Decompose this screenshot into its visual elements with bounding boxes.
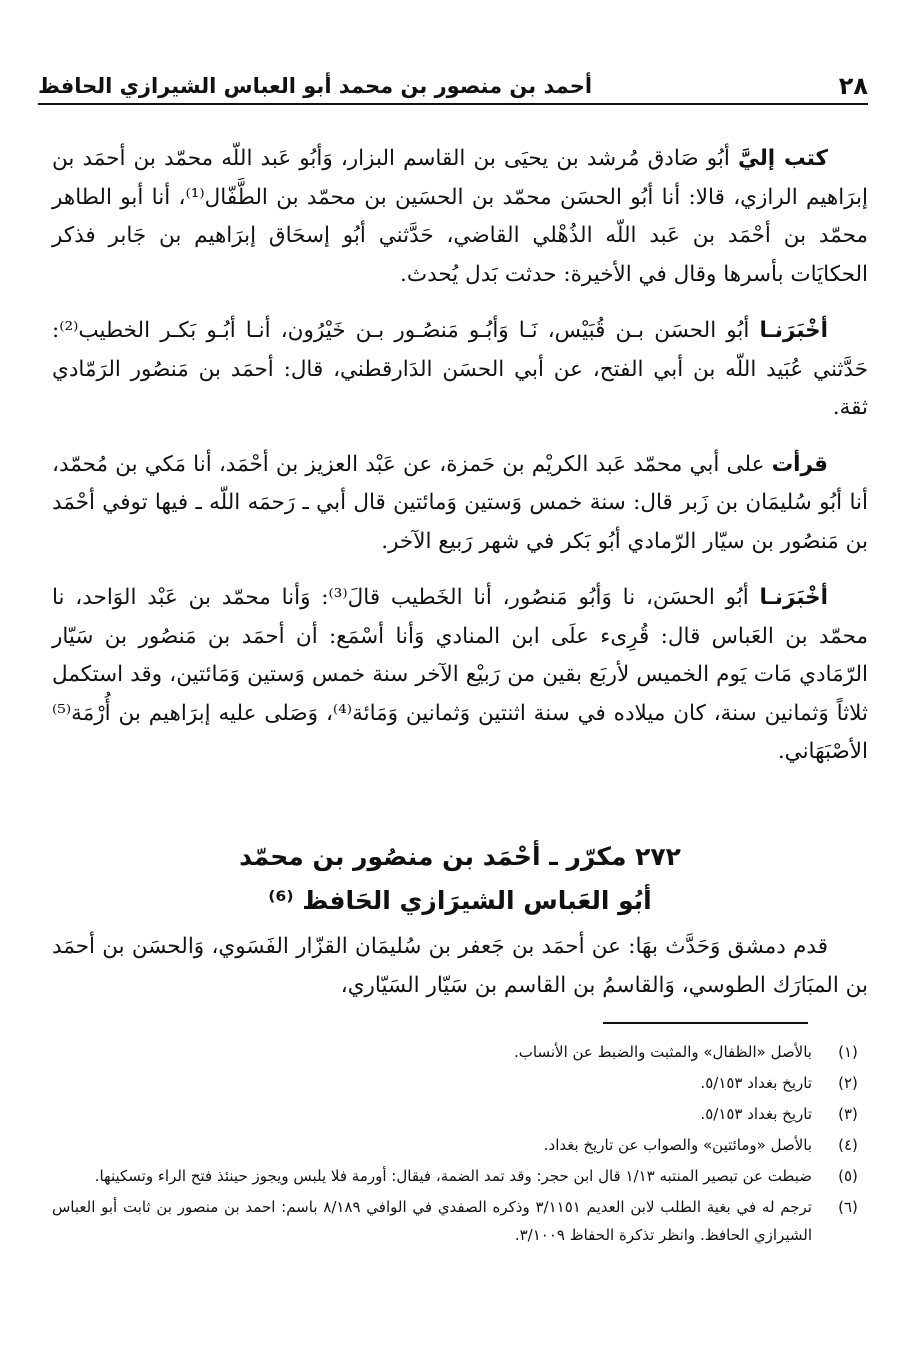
footnote-text: بالأصل «الظفال» والمثبت والضبط عن الأنساب. [514,1043,812,1061]
footnote-text: ترجم له في بغية الطلب لابن العديم ٣/١١٥١ وذكره الصفدي في الوافي ٨/١٨٩ باسم: احمد بن منصور بن ثابت أبو العباس الشيرازي الحافظ. وانظر تذكرة الحفاظ ٣/١٠٠٩. [52,1198,812,1244]
header-rule [38,103,868,105]
section-paragraph: قدم دمشق وَحَدَّث بهَا: عن أحمَد بن جَعفر بن سُليمَان القزّار الفَسَوي، وَالحسَن بن أحمَد بن المبَارَك الطوسي، وَالقاسمُ بن القاسم بن سَيّار السَيّاري، [52,934,868,998]
main-text [52,140,868,790]
paragraph-3 [52,446,868,562]
paragraph-lead: قرأت [771,451,828,477]
paragraph-lead: كتب إليَّ [737,146,828,171]
footnote [52,1038,858,1066]
paragraph-2 [52,312,868,428]
section-heading [52,835,868,923]
footnote-number: (٦) [838,1198,858,1216]
footnote [52,1131,858,1159]
section-heading-line-1: ٢٧٢ مكرّر ـ أحْمَد بن منصُور بن محمّد [239,842,681,871]
paragraph-text: أبُو الحسَن بـن قُبَيْس، نَـا وَأبُـو مَنصُـور بـن خَيْرُون، أنـا أبُـو بَكـر الخطيب⁽²⁾: حَدَّثني عُبَيد اللّه بن أبي الفتح، عن أبي الحسَن الدَارقطني، قال: أحمَد بن مَنصُور الرَمّادي ثقة. [52,318,868,420]
footnote-text: تاريخ بغداد ٥/١٥٣. [700,1074,812,1092]
footnote-text: تاريخ بغداد ٥/١٥٣. [700,1105,812,1123]
footnote-number: (٢) [838,1074,858,1092]
paragraph-lead: أخْبَرَنـا [759,318,828,343]
section-heading-line-2: أبُو العَباس الشيرَازي الحَافظ ⁽⁶⁾ [268,886,652,915]
running-title: أحمد بن منصور بن محمد أبو العباس الشيرازي الحافظ [38,74,593,98]
page-number: ٢٨ [838,72,868,100]
section-text [52,928,868,1023]
page-header [38,66,868,106]
footnote [52,1069,858,1097]
footnotes [52,1038,858,1252]
paragraph-text: أبُو الحسَن، نا وَأبُو مَنصُور، أنا الخَطيب قالَ⁽³⁾: وَأنا محمّد بن عَبْد الوَاحد، نا محمّد بن العَباس قال: قُرِىء علَى ابن المنادي وَأنا أسْمَع: أن أحمَد بن مَنصُور بن سَيّار الرّمَادي مَات يَوم الخميس لأربَع بقين من رَبيْع الآخر سنة خمس وَستين وَمَائتين، وقد استكمل ثلاثاً وَثمانين سنة، كان ميلاده في سنة اثنتين وَثمانين وَمَائة⁽⁴⁾، وَصَلى عليه إبرَاهيم بن أُرْمَة⁽⁵⁾ الأصْبَهَاني. [52,585,868,764]
paragraph-4 [52,579,868,772]
footnote-rule [603,1022,808,1024]
footnote-number: (٤) [838,1136,858,1154]
footnote [52,1162,858,1190]
paragraph-text: أبُو صَادق مُرشد بن يحيَى بن القاسم البزار، وَأبُو عَبد اللّه محمّد بن أحمَد بن إبرَاهيم الرازي، قالا: أنا أبُو الحسَن محمّد بن الحسَين بن محمّد بن الطَّفّال⁽¹⁾، أنا أبو الطاهر محمّد بن أحْمَد بن عَبد اللّه الذُهْلي القاضي، حَدَّثني أبُو إسحَاق إبرَاهيم بن جَابر فذكر الحكايَات بأسرها وقال في الأخيرة: حدثت بَدل يُحدث. [52,146,868,287]
footnote [52,1193,858,1249]
footnote-number: (١) [838,1043,858,1061]
footnote-text: بالأصل «ومائتين» والصواب عن تاريخ بغداد. [543,1136,812,1154]
footnote-number: (٣) [838,1105,858,1123]
footnote [52,1100,858,1128]
footnote-text: ضبطت عن تبصير المنتبه ١/١٣ قال ابن حجر: وقد تمد الضمة، فيقال: أورمة فلا يلبس ويجوز حينئذ فتح الراء وتسكينها. [94,1167,812,1185]
footnote-number: (٥) [838,1167,858,1185]
paragraph-text: على أبي محمّد عَبد الكريْم بن حَمزة، عن عَبْد العزيز بن أحْمَد، أنا مَكي بن مُحمّد، أنا أبُو سُليمَان بن زَبر قال: سنة خمس وَستين وَمائتين قال أبي ـ رَحمَه اللّه ـ فيها توفي أحْمَد بن مَنصُور بن سيّار الرّمادي أبُو بَكر في شهر رَبيع الآخر. [52,451,868,554]
paragraph-1 [52,140,868,294]
paragraph-lead: أخْبَرَنـا [759,585,829,610]
